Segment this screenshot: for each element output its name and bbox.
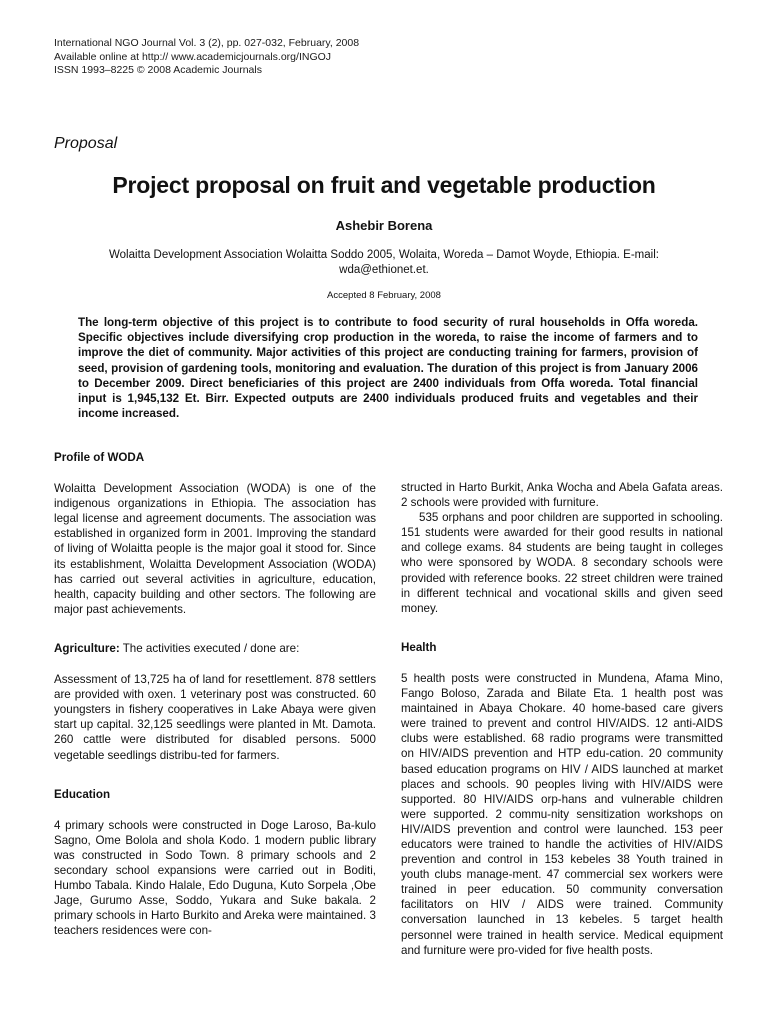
agriculture-label: Agriculture: xyxy=(54,641,120,655)
health-heading: Health xyxy=(401,640,437,654)
agriculture-intro xyxy=(54,641,376,656)
author-affiliation: Wolaitta Development Association Wolaitta Soddo 2005, Wolaita, Woreda – Damot Woyde, Ethiopia. E-mail: wda@ethionet.et. xyxy=(109,249,659,276)
right-column xyxy=(401,480,723,958)
paper-title: Project proposal on fruit and vegetable production xyxy=(112,172,656,198)
agriculture-intro-text: The activities executed / done are: xyxy=(119,641,300,655)
agriculture-paragraph: Assessment of 13,725 ha of land for resettlement. 878 settlers are provided with oxen. 1 veterinary post was constructed. 60 youngsters in fishery cooperatives in Lake Abaya were given start up capital. 32,125 seedlings were planted in Mt. Damota. 260 cattle were distributed for disabled persons. 5000 vegetable seedlings distribu-ted for farmers. xyxy=(54,673,376,762)
abstract: The long-term objective of this project is to contribute to food security of rural households in Offa woreda. Specific objectives include diversifying crop production in the woreda, to raise the income of farmers and to improve the diet of community. Major activities of this project are conducting training for farmers, provision of seed, provision of gardening tools, monitoring and evaluation. The duration of this project is from January 2006 to December 2009. Direct beneficiaries of this project are 2400 individuals from Offa woreda. Total financial input is 1,945,132 Et. Birr. Expected outputs are 2400 individuals produced fruits and vegetables and their income increased. xyxy=(78,316,698,421)
journal-url: Available online at http:// www.academicjournals.org/INGOJ xyxy=(54,50,332,63)
author-name: Ashebir Borena xyxy=(335,218,433,233)
profile-heading: Profile of WODA xyxy=(54,451,145,464)
education-heading: Education xyxy=(54,787,111,801)
journal-citation: International NGO Journal Vol. 3 (2), pp. 027-032, February, 2008 xyxy=(54,37,360,49)
education-paragraph: 4 primary schools were constructed in Doge Laroso, Ba-kulo Sagno, Ome Bolola and shola Kodo. 1 modern public library was constructed in Sodo Town. 8 primary schools and 2 secondary school expansions were carried out in Boditi, Humbo Tabala. Kindo Halale, Edo Duguna, Kuto Sorpela ,Obe Jage, Gurumo Asse, Soddo, Yukara and Suke bakala. 2 primary schools in Harto Burkito and Areka were maintained. 3 teachers residences were con- xyxy=(54,818,376,938)
education-paragraph-2: 535 orphans and poor children are supported in schooling. 151 students were awarded for their good results in national and college exams. 84 students are being taught in colleges who were sponsored by WODA. 8 secondary schools were provided with reference books. 22 street children were trained in different technical and vocational skills and given seed money. xyxy=(401,511,723,615)
article-type: Proposal xyxy=(54,135,118,152)
journal-issn: ISSN 1993–8225 © 2008 Academic Journals xyxy=(54,64,262,76)
journal-header xyxy=(54,37,359,78)
education-continued: structed in Harto Burkit, Anka Wocha and Abela Gafata areas. 2 schools were provided with furniture. xyxy=(401,481,723,510)
left-column xyxy=(54,450,376,938)
profile-paragraph: Wolaitta Development Association (WODA) is one of the indigenous organizations in Ethiopia. The association has legal license and agreement documents. The association was established in organized form in 2001. Improving the standard of living of Wolaitta people is the major goal it stood for. Since its establishment, Wolaitta Development Association (WODA) has carried out several activities in agriculture, education, health, capacity building and other sectors. The following are major past achievements. xyxy=(54,482,376,616)
accepted-date: Accepted 8 February, 2008 xyxy=(327,290,441,301)
health-paragraph: 5 health posts were constructed in Mundena, Afama Mino, Fango Boloso, Zarada and Bilate Eta. 1 health post was maintained in Abaya Chokare. 40 home-based care givers were trained to prevent and control HIV/AIDS. 12 anti-AIDS clubs were established. 68 radio programs were transmitted on HIV/AIDS prevention and HTP edu-cation. 20 community based education programs on HIV / AIDS launched at market places and schools. 90 peoples living with HIV/AIDS were supported. 80 HIV/AIDS orp-hans and vulnerable children were supported. 2 commu-nity sensitization workshops on HIV/AIDS prevention and control were launched. 153 peer educators were trained to handle the activities of HIV/AIDS prevention and control in 153 kebeles 38 Youth trained in youth clubs manage-ment. 47 commercial sex workers were trained in peer education. 50 community conversation facilitators on HIV / AIDS were trained. Community conversation launched in 13 kebeles. 5 target health personnel were trained in health service. Medical equipment and furniture were pro-vided for five health posts. xyxy=(401,671,723,957)
